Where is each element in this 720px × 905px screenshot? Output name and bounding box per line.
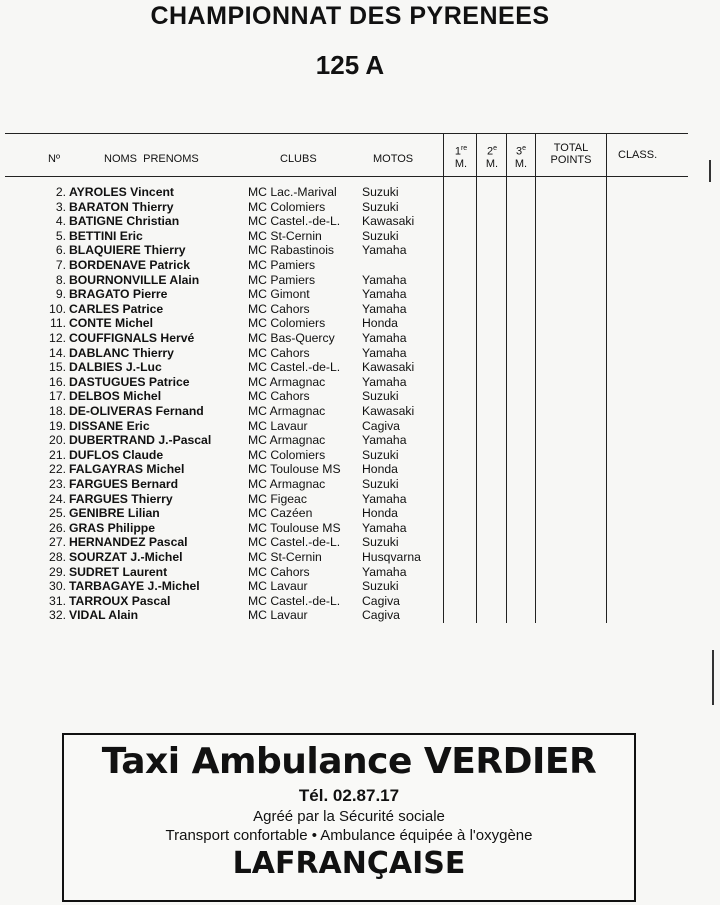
advertisement-box: [62, 733, 636, 902]
row-number: 6.: [55, 243, 66, 258]
row-number: 27.: [49, 535, 66, 550]
header-m3-number: 3: [515, 145, 523, 158]
row-name: DUBERTRAND J.-Pascal: [69, 433, 212, 448]
header-m1-abbr: M.: [454, 157, 468, 170]
table-row: [0, 404, 720, 419]
row-name: DUFLOS Claude: [69, 447, 164, 462]
row-moto: Suzuki: [362, 389, 399, 404]
row-club: MC Pamiers: [248, 258, 316, 272]
row-name: TARROUX Pascal: [69, 593, 171, 608]
table-top-rule: [5, 133, 688, 134]
table-row: [0, 608, 720, 623]
row-number: 15.: [49, 360, 66, 375]
row-club: MC Toulouse MS: [248, 520, 341, 535]
table-row: [0, 273, 720, 288]
page-title: CHAMPIONNAT DES PYRENEES: [150, 2, 550, 30]
table-row: [0, 214, 720, 229]
row-club: MC Cahors: [248, 564, 310, 579]
table-row: [0, 550, 720, 565]
row-number: 24.: [49, 491, 66, 506]
row-name: VIDAL Alain: [69, 608, 139, 623]
header-m2-abbr: M.: [485, 157, 499, 170]
row-name: DALBIES J.-Luc: [69, 360, 162, 375]
row-moto: Suzuki: [362, 579, 399, 594]
row-number: 2.: [55, 185, 66, 199]
ad-line-2: Transport confortable • Ambulance équipée à l'oxygène: [165, 827, 533, 844]
row-moto: Suzuki: [362, 535, 399, 550]
row-club: MC Toulouse MS: [248, 462, 341, 477]
row-moto: Yamaha: [362, 564, 407, 579]
row-name: CARLES Patrice: [69, 301, 164, 316]
header-m2: [481, 143, 503, 170]
table-row: [0, 419, 720, 434]
row-club: MC Lavaur: [248, 608, 308, 623]
table-row: [0, 506, 720, 521]
table-row: [0, 200, 720, 215]
row-club: MC Castel.-de-L.: [248, 535, 341, 550]
row-number: 14.: [49, 345, 66, 360]
header-moto: MOTOS: [373, 153, 414, 165]
header-m3-abbr: M.: [514, 157, 528, 170]
row-number: 8.: [55, 272, 66, 287]
row-number: 3.: [55, 199, 66, 214]
row-moto: Suzuki: [362, 228, 399, 243]
row-club: MC Pamiers: [248, 272, 316, 287]
header-class: CLASS.: [618, 149, 658, 161]
row-club: MC Armagnac: [248, 477, 326, 491]
row-moto: Yamaha: [362, 287, 407, 302]
row-moto: Kawasaki: [362, 404, 415, 418]
row-moto: Yamaha: [362, 491, 407, 506]
row-club: MC Armagnac: [248, 404, 326, 418]
row-number: 20.: [49, 433, 66, 448]
row-club: MC Lavaur: [248, 579, 308, 594]
row-name: SUDRET Laurent: [69, 564, 168, 579]
row-name: SOURZAT J.-Michel: [69, 550, 183, 564]
table-row: [0, 594, 720, 609]
row-name: COUFFIGNALS Hervé: [69, 331, 195, 345]
row-name: DABLANC Thierry: [69, 345, 174, 360]
margin-mark: [712, 650, 714, 705]
row-club: MC Castel.-de-L.: [248, 593, 341, 608]
row-number: 17.: [49, 389, 66, 404]
header-total: [540, 142, 602, 166]
table-row: [0, 492, 720, 507]
row-moto: Yamaha: [362, 374, 407, 389]
table-row: [0, 565, 720, 580]
row-club: MC Cahors: [248, 345, 310, 360]
row-club: MC St-Cernin: [248, 228, 322, 243]
row-name: GRAS Philippe: [69, 520, 155, 535]
row-club: MC Lavaur: [248, 418, 308, 433]
row-moto: Yamaha: [362, 520, 407, 535]
row-name: BORDENAVE Patrick: [69, 258, 191, 272]
row-name: DELBOS Michel: [69, 389, 162, 404]
row-club: MC Armagnac: [248, 433, 326, 448]
row-club: MC Cahors: [248, 389, 310, 404]
row-name: FARGUES Thierry: [69, 491, 173, 506]
row-name: GENIBRE Lilian: [69, 506, 160, 521]
table-row: [0, 258, 720, 273]
row-number: 21.: [49, 447, 66, 462]
row-name: BETTINI Eric: [69, 228, 143, 243]
row-number: 10.: [49, 301, 66, 316]
row-club: MC Cazéen: [248, 506, 313, 521]
row-name: BARATON Thierry: [69, 199, 174, 214]
row-moto: Yamaha: [362, 301, 407, 316]
table-row: [0, 448, 720, 463]
row-number: 4.: [55, 214, 66, 229]
header-m1-sup: re: [460, 145, 468, 152]
table-row: [0, 229, 720, 244]
row-number: 30.: [49, 579, 66, 594]
row-moto: Yamaha: [362, 345, 407, 360]
row-moto: Honda: [362, 506, 398, 521]
row-moto: Suzuki: [362, 477, 399, 491]
header-m3: [510, 143, 532, 170]
row-moto: Kawasaki: [362, 360, 415, 375]
row-moto: Cagiva: [362, 418, 400, 433]
row-name: AYROLES Vincent: [69, 185, 174, 199]
table-row: [0, 360, 720, 375]
header-total-line2: POINTS: [550, 154, 592, 166]
ad-footer: LAFRANÇAISE: [232, 846, 466, 881]
row-club: MC Colomiers: [248, 447, 326, 462]
row-name: DISSANE Eric: [69, 418, 150, 433]
ad-headline: Taxi Ambulance VERDIER: [101, 741, 597, 782]
table-row: [0, 535, 720, 550]
row-number: 7.: [55, 258, 66, 272]
table-row: [0, 302, 720, 317]
row-moto: Suzuki: [362, 185, 399, 199]
row-moto: Yamaha: [362, 331, 407, 345]
row-club: MC Figeac: [248, 491, 307, 506]
table-row: [0, 316, 720, 331]
page-subtitle: 125 A: [315, 50, 385, 80]
table-row: [0, 331, 720, 346]
row-name: BLAQUIERE Thierry: [69, 243, 186, 258]
table-row: [0, 243, 720, 258]
row-number: 29.: [49, 564, 66, 579]
row-club: MC Castel.-de-L.: [248, 214, 341, 229]
row-number: 16.: [49, 374, 66, 389]
row-number: 31.: [49, 593, 66, 608]
row-name: DASTUGUES Patrice: [69, 374, 190, 389]
row-number: 28.: [49, 550, 66, 564]
row-number: 32.: [49, 608, 66, 623]
row-club: MC Armagnac: [248, 374, 326, 389]
row-moto: Suzuki: [362, 447, 399, 462]
row-club: MC Rabastinois: [248, 243, 335, 258]
table-row: [0, 579, 720, 594]
row-club: MC St-Cernin: [248, 550, 322, 564]
row-club: MC Bas-Quercy: [248, 331, 335, 345]
header-m2-number: 2: [486, 145, 494, 158]
header-m1: [450, 143, 472, 170]
table-row: [0, 185, 720, 200]
row-number: 12.: [49, 331, 66, 345]
row-name: CONTE Michel: [69, 316, 153, 331]
table-row: [0, 462, 720, 477]
row-number: 26.: [49, 520, 66, 535]
row-club: MC Gimont: [248, 287, 310, 302]
row-moto: Yamaha: [362, 272, 407, 287]
row-number: 25.: [49, 506, 66, 521]
header-num: Nº: [48, 153, 60, 165]
table-row: [0, 346, 720, 361]
table-row: [0, 433, 720, 448]
row-moto: Honda: [362, 462, 398, 477]
row-club: MC Lac.-Marival: [248, 185, 337, 199]
row-number: 5.: [55, 228, 66, 243]
row-club: MC Cahors: [248, 301, 310, 316]
row-number: 22.: [49, 462, 66, 477]
row-name: HERNANDEZ Pascal: [69, 535, 188, 550]
margin-mark: [709, 160, 711, 182]
row-name: BRAGATO Pierre: [69, 287, 168, 302]
table-row: [0, 521, 720, 536]
ad-line-1: Agréé par la Sécurité sociale: [253, 808, 445, 825]
header-name: NOMS PRENOMS: [104, 153, 199, 165]
row-number: 23.: [49, 477, 66, 491]
row-number: 11.: [49, 316, 66, 331]
row-moto: Honda: [362, 316, 398, 331]
header-club: CLUBS: [280, 153, 317, 165]
row-name: BOURNONVILLE Alain: [69, 272, 200, 287]
row-moto: Cagiva: [362, 593, 400, 608]
table-row: [0, 389, 720, 404]
header-total-line1: TOTAL: [553, 142, 589, 154]
row-number: 18.: [49, 404, 66, 418]
table-row: [0, 287, 720, 302]
header-m1-number: 1: [454, 145, 461, 158]
row-moto: Yamaha: [362, 243, 407, 258]
table-row: [0, 477, 720, 492]
row-club: MC Colomiers: [248, 199, 326, 214]
row-name: FARGUES Bernard: [69, 477, 179, 491]
row-name: BATIGNE Christian: [69, 214, 180, 229]
row-club: MC Castel.-de-L.: [248, 360, 341, 375]
table-row: [0, 375, 720, 390]
row-moto: Husqvarna: [362, 550, 421, 564]
row-number: 19.: [49, 418, 66, 433]
row-moto: Cagiva: [362, 608, 400, 623]
table-header-rule: [5, 176, 688, 177]
row-name: DE-OLIVERAS Fernand: [69, 404, 204, 418]
header-m3-sup: e: [522, 145, 527, 152]
row-name: TARBAGAYE J.-Michel: [69, 579, 200, 594]
header-m2-sup: e: [493, 145, 498, 152]
row-club: MC Colomiers: [248, 316, 326, 331]
ad-telephone: Tél. 02.87.17: [298, 786, 400, 805]
row-name: FALGAYRAS Michel: [69, 462, 185, 477]
row-moto: Kawasaki: [362, 214, 415, 229]
row-moto: Suzuki: [362, 199, 399, 214]
row-number: 9.: [55, 287, 66, 302]
row-moto: Yamaha: [362, 433, 407, 448]
